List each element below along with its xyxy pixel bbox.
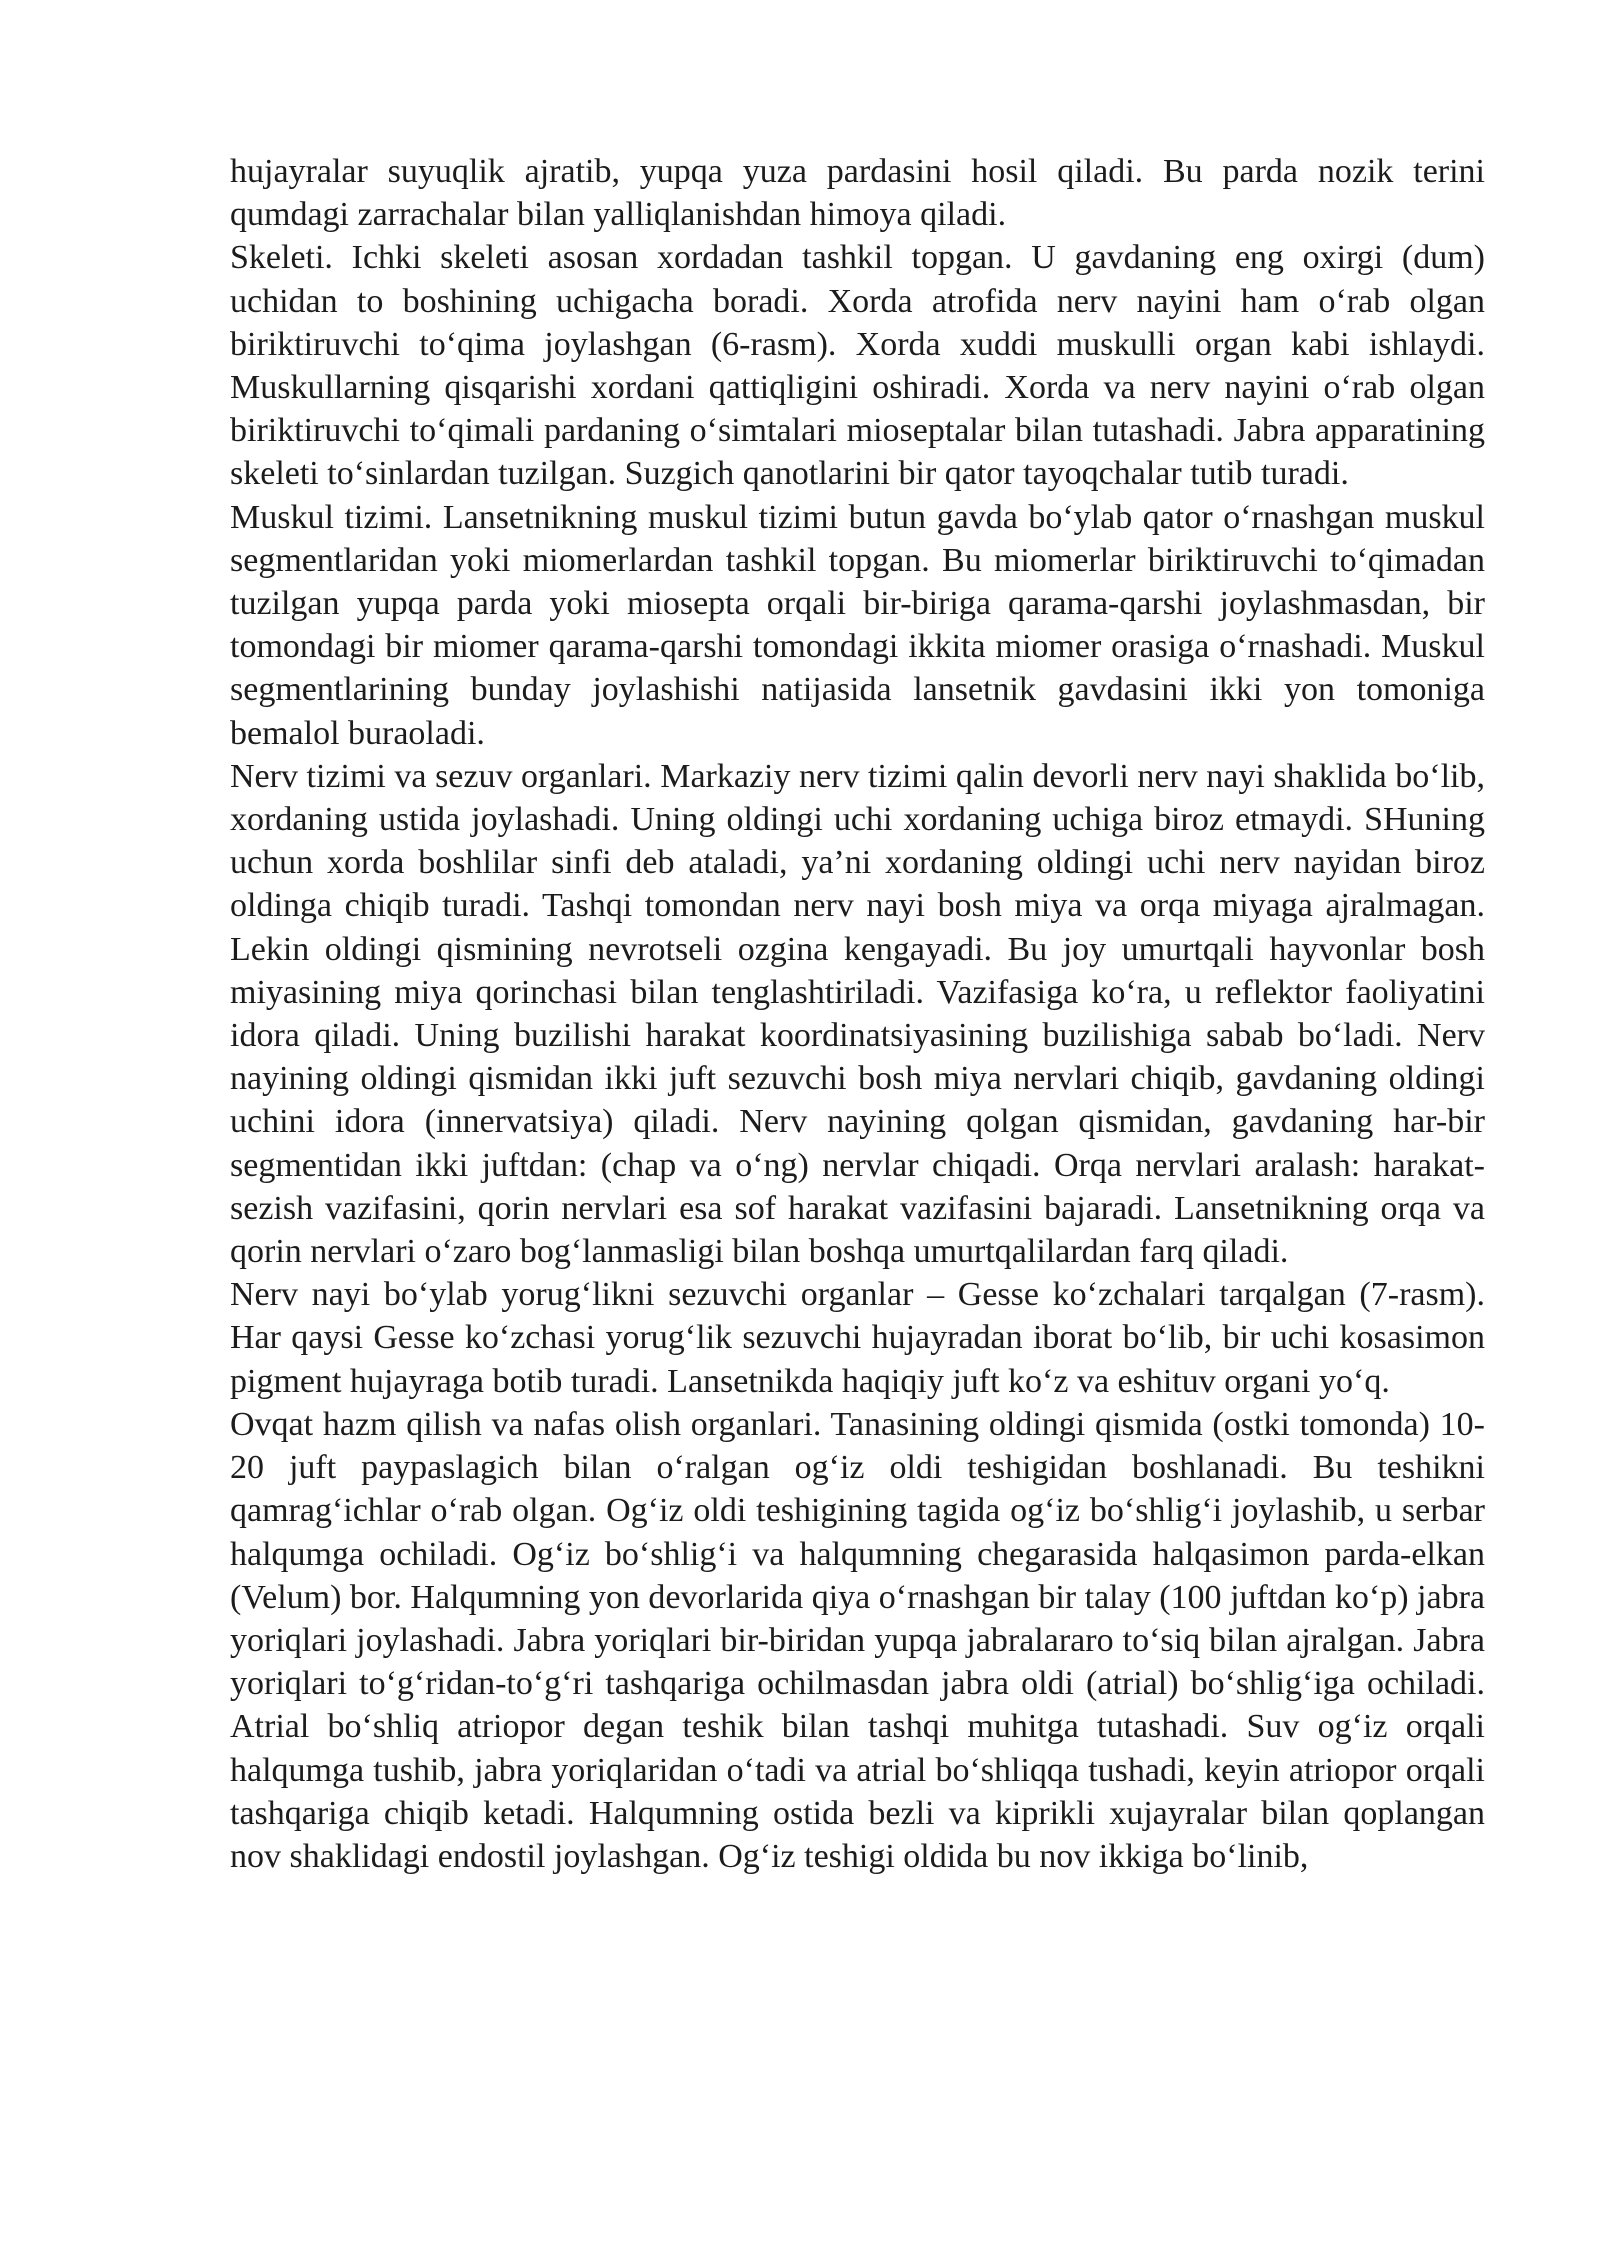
paragraph-muscle-system: Muskul tizimi. Lansetnikning muskul tizimi butun gavda bo‘ylab qator o‘rnashgan muskul segmentlaridan yoki miomerlardan tashkil topgan. Bu miomerlar biriktiruvchi to‘qimadan tuzilgan yupqa parda yoki miosepta orqali bir-biriga qarama-qarshi joylashmasdan, bir tomondagi bir miomer qarama-qarshi tomondagi ikkita miomer orasiga o‘rnashadi. Muskul segmentlarining bunday joylashishi natijasida lansetnik gavdasini ikki yon tomoniga bemalol buraoladi. <box>230 498 1485 752</box>
document-page <box>230 150 1485 1878</box>
paragraph-intro: hujayralar suyuqlik ajratib, yupqa yuza pardasini hosil qiladi. Bu parda nozik terini qumdagi zarrachalar bilan yalliqlanishdan himoya qiladi. <box>230 153 1485 234</box>
paragraph-skeleton: Skeleti. Ichki skeleti asosan xordadan tashkil topgan. U gavdaning eng oxirgi (dum) uchidan to boshining uchigacha boradi. Xorda atrofida nerv nayini ham o‘rab olgan biriktiruvchi to‘qima joylashgan (6-rasm). Xorda xuddi muskulli organ kabi ishlaydi. Muskullarning qisqarishi xordani qattiqligini oshiradi. Xorda va nerv nayini o‘rab olgan biriktiruvchi to‘qimali pardaning o‘simtalari mioseptalar bilan tutashadi. Jabra apparatining skeleti to‘sinlardan tuzilgan. Suzgich qanotlarini bir qator tayoqchalar tutib turadi. <box>230 239 1485 493</box>
paragraph-nervous-system: Nerv tizimi va sezuv organlari. Markaziy nerv tizimi qalin devorli nerv nayi shaklida bo‘lib, xordaning ustida joylashadi. Uning oldingi uchi xordaning uchiga biroz etmaydi. SHuning uchun xorda boshlilar sinfi deb ataladi, ya’ni xordaning oldingi uchi nerv nayidan biroz oldinga chiqib turadi. Tashqi tomondan nerv nayi bosh miya va orqa miyaga ajralmagan. Lekin oldingi qismining nevrotseli ozgina kengayadi. Bu joy umurtqali hayvonlar bosh miyasining miya qorinchasi bilan tenglashtiriladi. Vazifasiga ko‘ra, u reflektor faoliyatini idora qiladi. Uning buzilishi harakat koordinatsiyasining buzilishiga sabab bo‘ladi. Nerv nayining oldingi qismidan ikki juft sezuvchi bosh miya nervlari chiqib, gavdaning oldingi uchini idora (innervatsiya) qiladi. Nerv nayining qolgan qismidan, gavdaning har-bir segmentidan ikki juftdan: (chap va o‘ng) nervlar chiqadi. Orqa nervlari aralash: harakat-sezish vazifasini, qorin nervlari esa sof harakat vazifasini bajaradi. Lansetnikning orqa va qorin nervlari o‘zaro bog‘lanmasligi bilan boshqa umurtqalilardan farq qiladi. <box>230 757 1485 1271</box>
paragraph-light-sensing-organs: Nerv nayi bo‘ylab yorug‘likni sezuvchi organlar – Gesse ko‘zchalari tarqalgan (7-rasm). Har qaysi Gesse ko‘zchasi yorug‘lik sezuvchi hujayradan iborat bo‘lib, bir uchi kosasimon pigment hujayraga botib turadi. Lansetnikda haqiqiy juft ko‘z va eshituv organi yo‘q. <box>230 1276 1485 1400</box>
paragraph-digestion-respiration: Ovqat hazm qilish va nafas olish organlari. Tanasining oldingi qismida (ostki tomonda) 10-20 juft paypaslagich bilan o‘ralgan og‘iz oldi teshigidan boshlanadi. Bu teshikni qamrag‘ichlar o‘rab olgan. Og‘iz oldi teshigining tagida og‘iz bo‘shlig‘i joylashib, u serbar halqumga ochiladi. Og‘iz bo‘shlig‘i va halqumning chegarasida halqasimon parda-elkan (Velum) bor. Halqumning yon devorlarida qiya o‘rnashgan bir talay (100 juftdan ko‘p) jabra yoriqlari joylashadi. Jabra yoriqlari bir-biridan yupqa jabralararo to‘siq bilan ajralgan. Jabra yoriqlari to‘g‘ridan-to‘g‘ri tashqariga ochilmasdan jabra oldi (atrial) bo‘shlig‘iga ochiladi. Atrial bo‘shliq atriopor degan teshik bilan tashqi muhitga tutashadi. Suv og‘iz orqali halqumga tushib, jabra yoriqlaridan o‘tadi va atrial bo‘shliqqa tushadi, keyin atriopor orqali tashqariga chiqib ketadi. Halqumning ostida bezli va kiprikli xujayralar bilan qoplangan nov shaklidagi endostil joylashgan. Og‘iz teshigi oldida bu nov ikkiga bo‘linib, <box>230 1405 1485 1875</box>
